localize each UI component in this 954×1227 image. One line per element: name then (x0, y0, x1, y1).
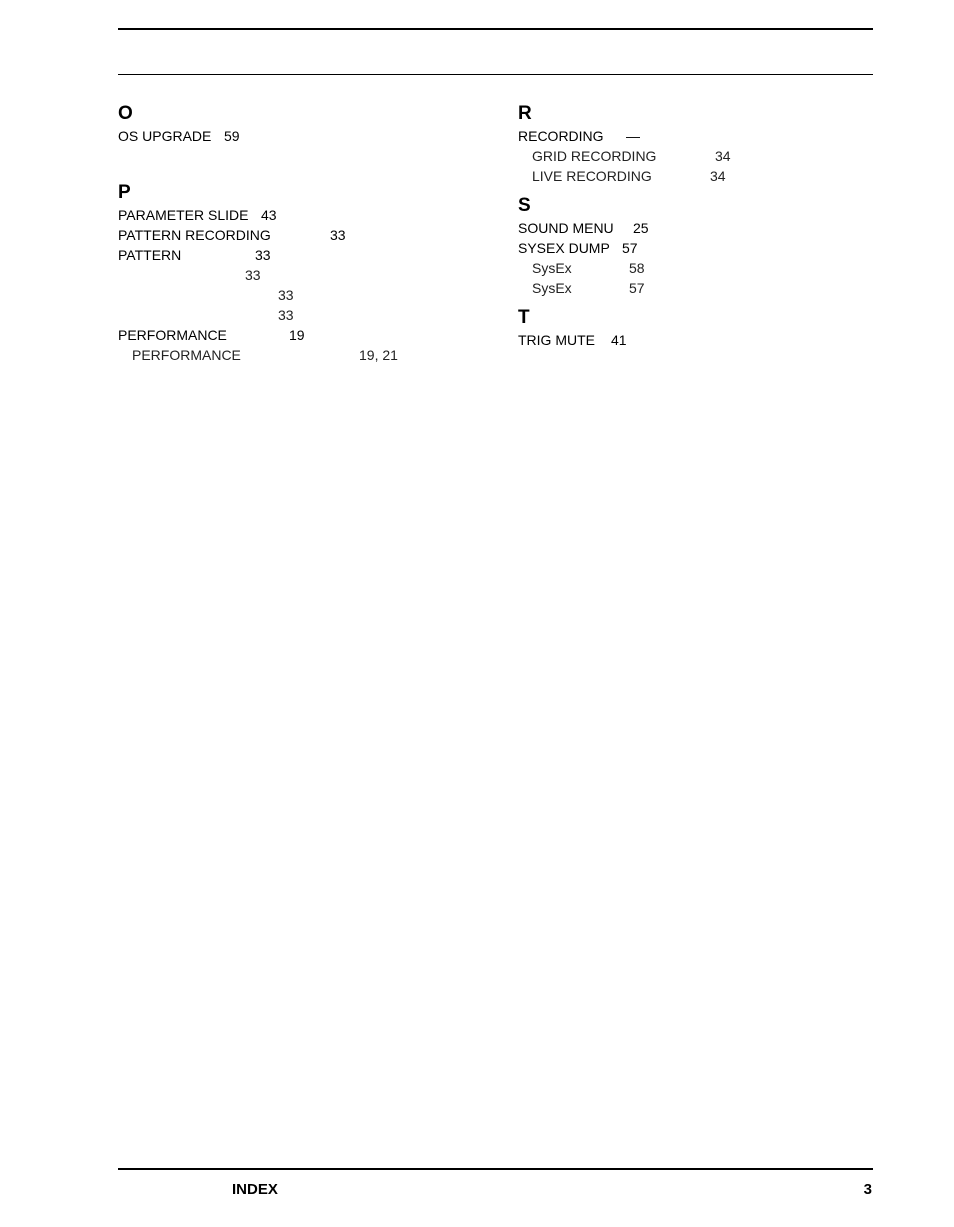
index-pages: 43 (261, 207, 277, 223)
index-entry (118, 205, 478, 225)
footer-section-label: INDEX (232, 1181, 278, 1198)
index-column-right (518, 102, 878, 350)
index-term: PATTERN RECORDING (118, 227, 271, 243)
index-pages: 33 (255, 247, 271, 263)
index-pages: 59 (224, 128, 240, 144)
page-number: 3 (863, 1181, 872, 1198)
index-pages: 41 (611, 332, 627, 348)
index-pages: 19, 21 (359, 347, 398, 363)
index-column-left (118, 102, 478, 365)
index-pages: 34 (710, 168, 726, 184)
index-pages: — (626, 128, 640, 144)
index-term: LIVE RECORDING (532, 168, 652, 184)
index-entry (518, 238, 878, 258)
footer-rule (118, 1168, 873, 1170)
index-pages: 33 (278, 287, 294, 303)
index-pages: 34 (715, 148, 731, 164)
index-subentry (518, 166, 878, 186)
index-term: PARAMETER SLIDE (118, 207, 249, 223)
index-entry (518, 218, 878, 238)
index-subentry (518, 278, 878, 298)
header-rule-top (118, 28, 873, 30)
index-pages: 33 (278, 307, 294, 323)
index-entry (118, 225, 478, 245)
index-subentry (518, 258, 878, 278)
index-pages: 33 (245, 267, 261, 283)
index-term: PERFORMANCE (118, 327, 227, 343)
index-letter-r: R (518, 103, 532, 124)
index-subentry (118, 285, 478, 305)
index-pages: 57 (622, 240, 638, 256)
index-entry (118, 245, 478, 265)
index-term: SysEx (532, 280, 572, 296)
index-pages: 58 (629, 260, 645, 276)
index-letter-t: T (518, 307, 530, 328)
index-term: PATTERN (118, 247, 182, 263)
index-pages: 25 (633, 220, 649, 236)
index-pages: 57 (629, 280, 645, 296)
index-entry (118, 126, 478, 146)
header-rule-bottom (118, 74, 873, 75)
index-term: SysEx (532, 260, 572, 276)
index-term: SYSEX DUMP (518, 240, 610, 256)
index-entry (118, 325, 478, 345)
index-letter-s: S (518, 195, 531, 216)
index-subentry (518, 146, 878, 166)
index-term: OS UPGRADE (118, 128, 212, 144)
index-term: TRIG MUTE (518, 332, 595, 348)
index-subentry (118, 345, 478, 365)
index-subentry (118, 305, 478, 325)
index-pages: 33 (330, 227, 346, 243)
index-term: PERFORMANCE (132, 347, 241, 363)
index-entry (518, 126, 878, 146)
index-letter-p: P (118, 182, 131, 203)
index-term: RECORDING (518, 128, 604, 144)
index-letter-o: O (118, 103, 133, 124)
index-subentry (118, 265, 478, 285)
index-pages: 19 (289, 327, 305, 343)
index-term: GRID RECORDING (532, 148, 657, 164)
index-term: SOUND MENU (518, 220, 614, 236)
index-entry (518, 330, 878, 350)
